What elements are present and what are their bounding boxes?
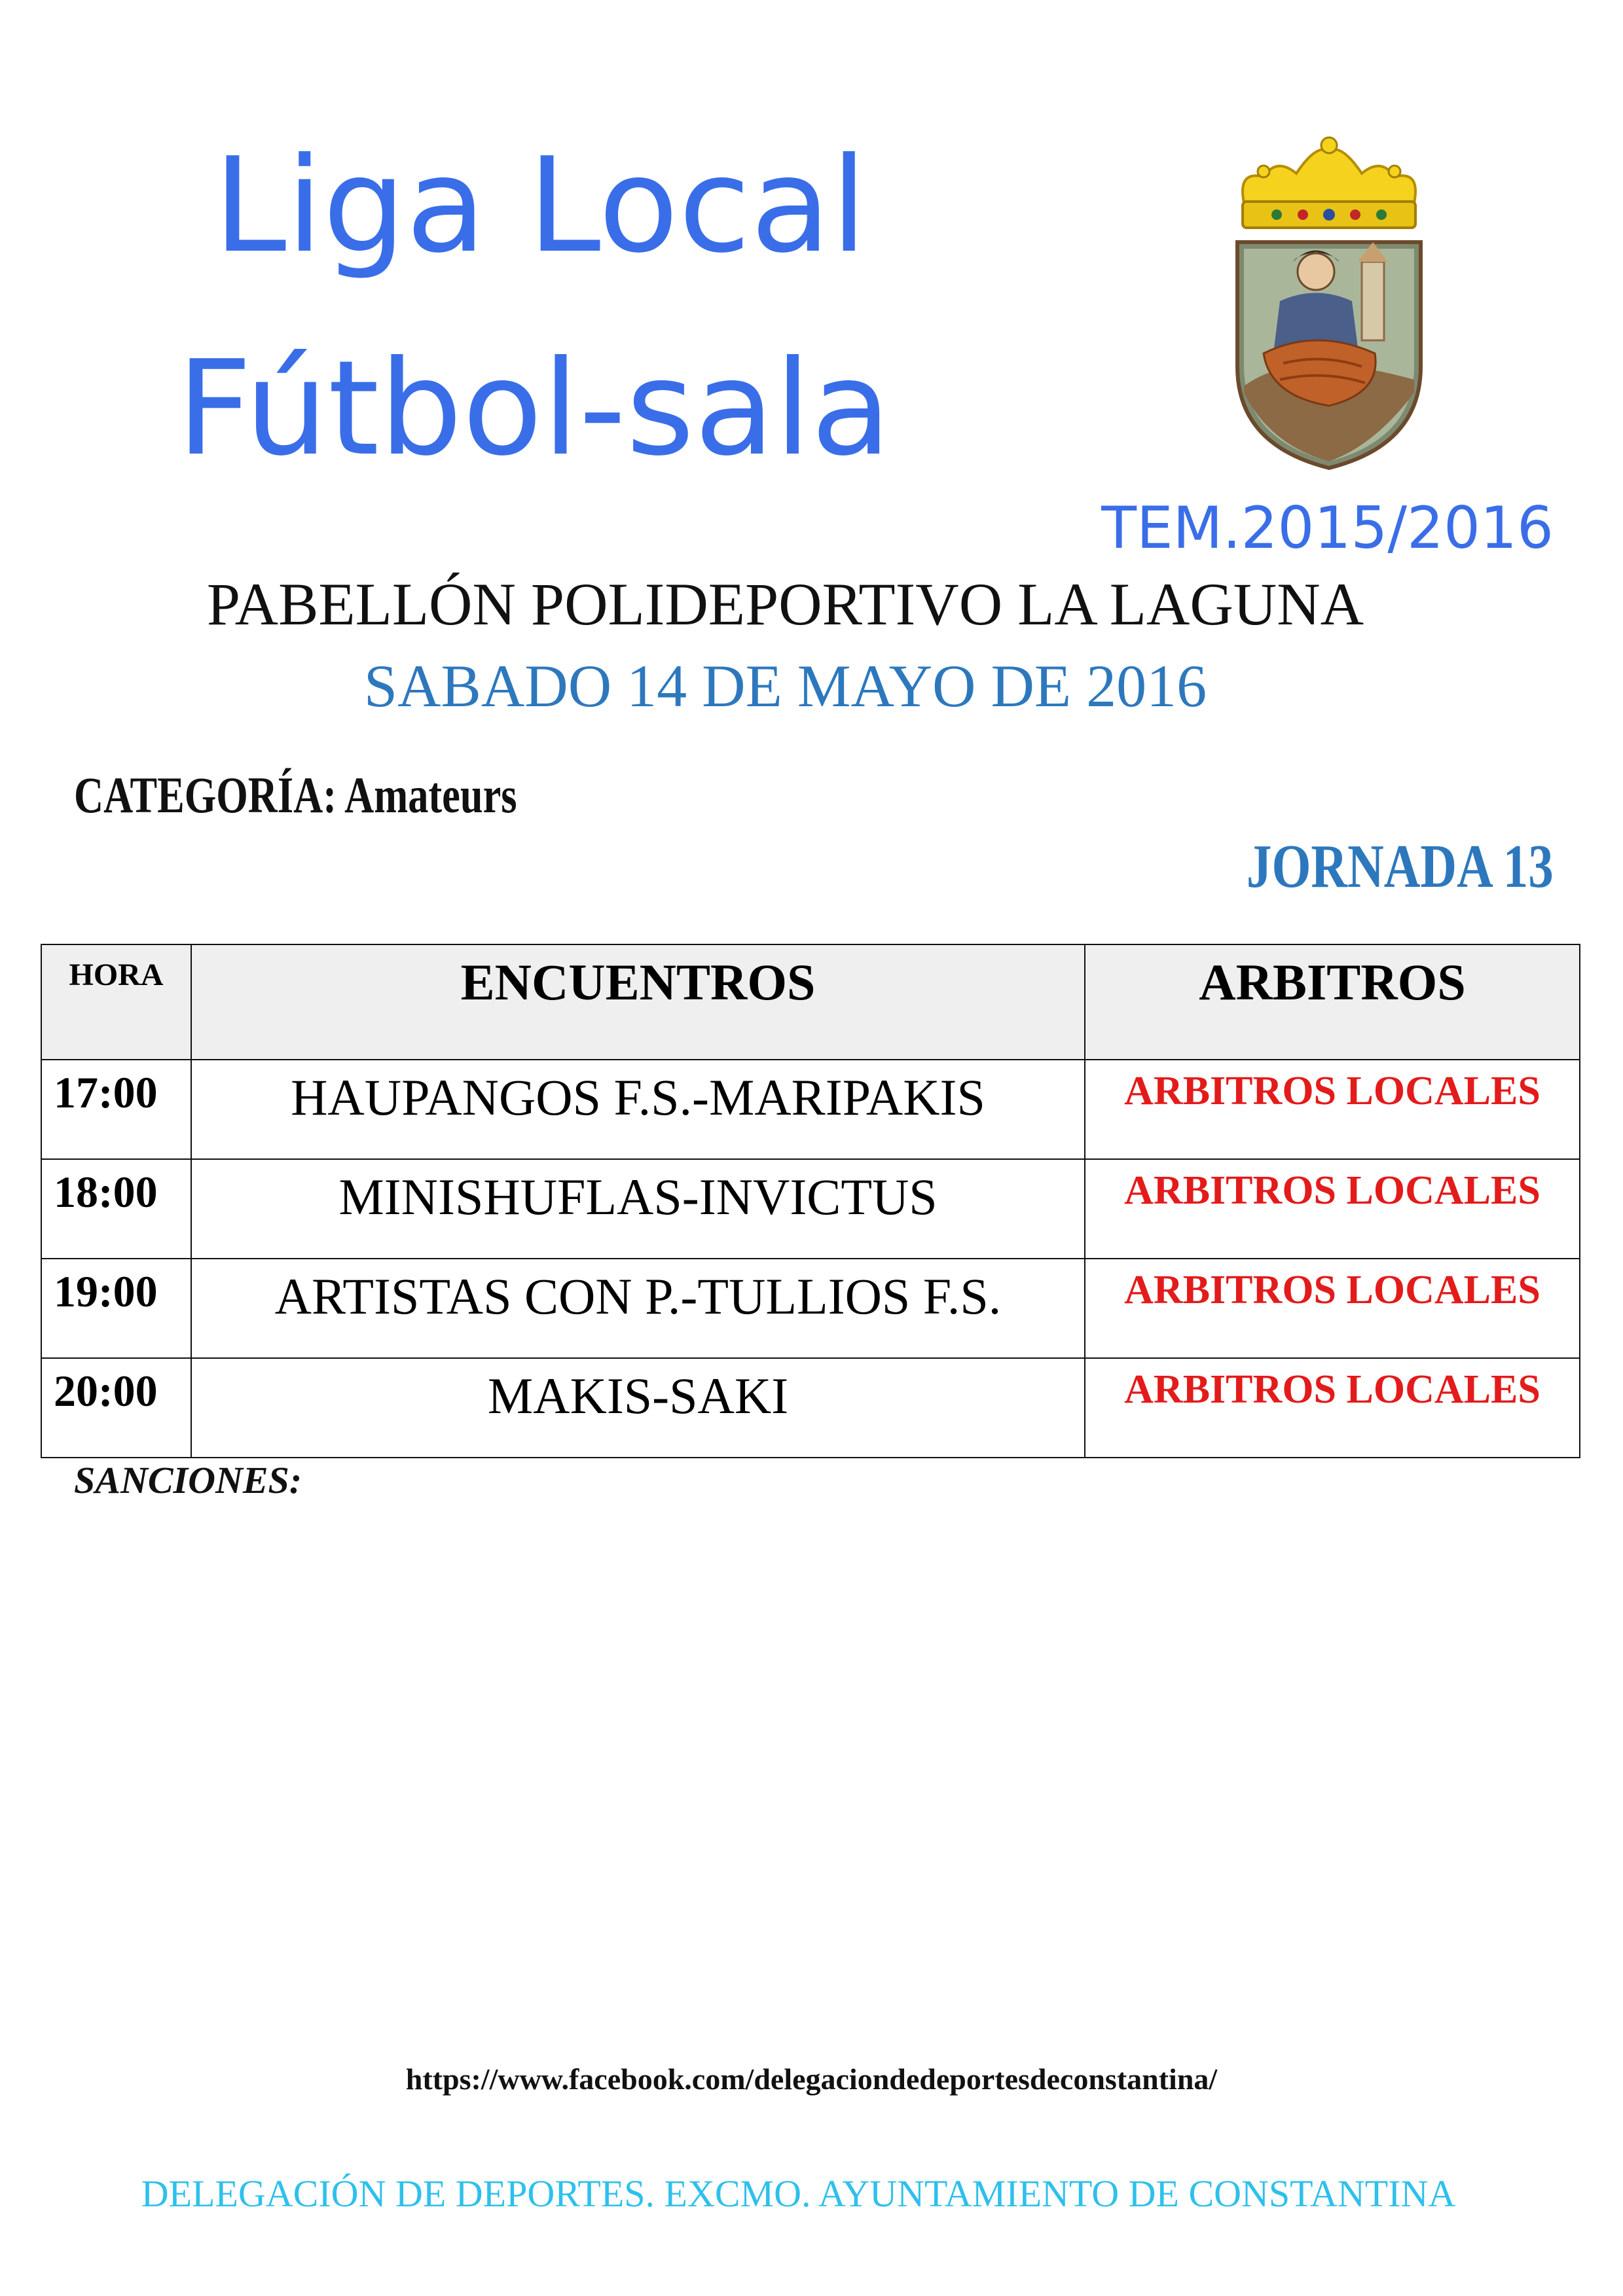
title-line-2: Fútbol-sala — [177, 332, 892, 485]
venue-text: PABELLÓN POLIDEPORTIVO LA LAGUNA — [206, 571, 1364, 637]
match-teams: MINISHUFLAS-INVICTUS — [191, 1159, 1085, 1259]
table-row — [41, 1358, 1580, 1458]
match-time: 17:00 — [41, 1060, 191, 1159]
footer-organization-text: DELEGACIÓN DE DEPORTES. EXCMO. AYUNTAMIENTO DE CONSTANTINA — [141, 2172, 1456, 2215]
header-arbitros: ARBITROS — [1085, 944, 1580, 1060]
match-time: 18:00 — [41, 1159, 191, 1259]
match-teams: MAKIS-SAKI — [191, 1358, 1085, 1458]
header-hora: HORA — [41, 944, 191, 1060]
header-encuentros: ENCUENTROS — [191, 944, 1085, 1060]
match-teams: ARTISTAS CON P.-TULLIOS F.S. — [191, 1259, 1085, 1358]
match-referees: ARBITROS LOCALES — [1085, 1259, 1580, 1358]
facebook-link[interactable]: https://www.facebook.com/delegaciondedeportesdeconstantina/ — [405, 2062, 1218, 2096]
table-row — [41, 1259, 1580, 1358]
match-referees: ARBITROS LOCALES — [1085, 1358, 1580, 1458]
footer-organization — [0, 2172, 1623, 2215]
match-referees: ARBITROS LOCALES — [1085, 1060, 1580, 1159]
municipal-coat-of-arms-icon — [1218, 131, 1440, 471]
match-referees: ARBITROS LOCALES — [1085, 1159, 1580, 1259]
match-time: 20:00 — [41, 1358, 191, 1458]
season-label: TEM.2015/2016 — [1101, 494, 1554, 562]
matches-table — [41, 944, 1580, 1458]
jornada-label: JORNADA 13 — [1247, 833, 1554, 901]
category-label: CATEGORÍA: Amateurs — [74, 766, 517, 823]
table-row — [41, 1159, 1580, 1259]
table-header-row — [41, 944, 1580, 1060]
match-teams: HAUPANGOS F.S.-MARIPAKIS — [191, 1060, 1085, 1159]
venue-heading — [0, 569, 1623, 639]
title-line-1: Liga Local — [213, 130, 867, 282]
table-row — [41, 1060, 1580, 1159]
match-time: 19:00 — [41, 1259, 191, 1358]
date-heading — [0, 651, 1623, 721]
crown-icon — [1243, 137, 1415, 228]
sanciones-label: SANCIONES: — [74, 1459, 302, 1501]
date-text: SABADO 14 DE MAYO DE 2016 — [363, 653, 1207, 719]
